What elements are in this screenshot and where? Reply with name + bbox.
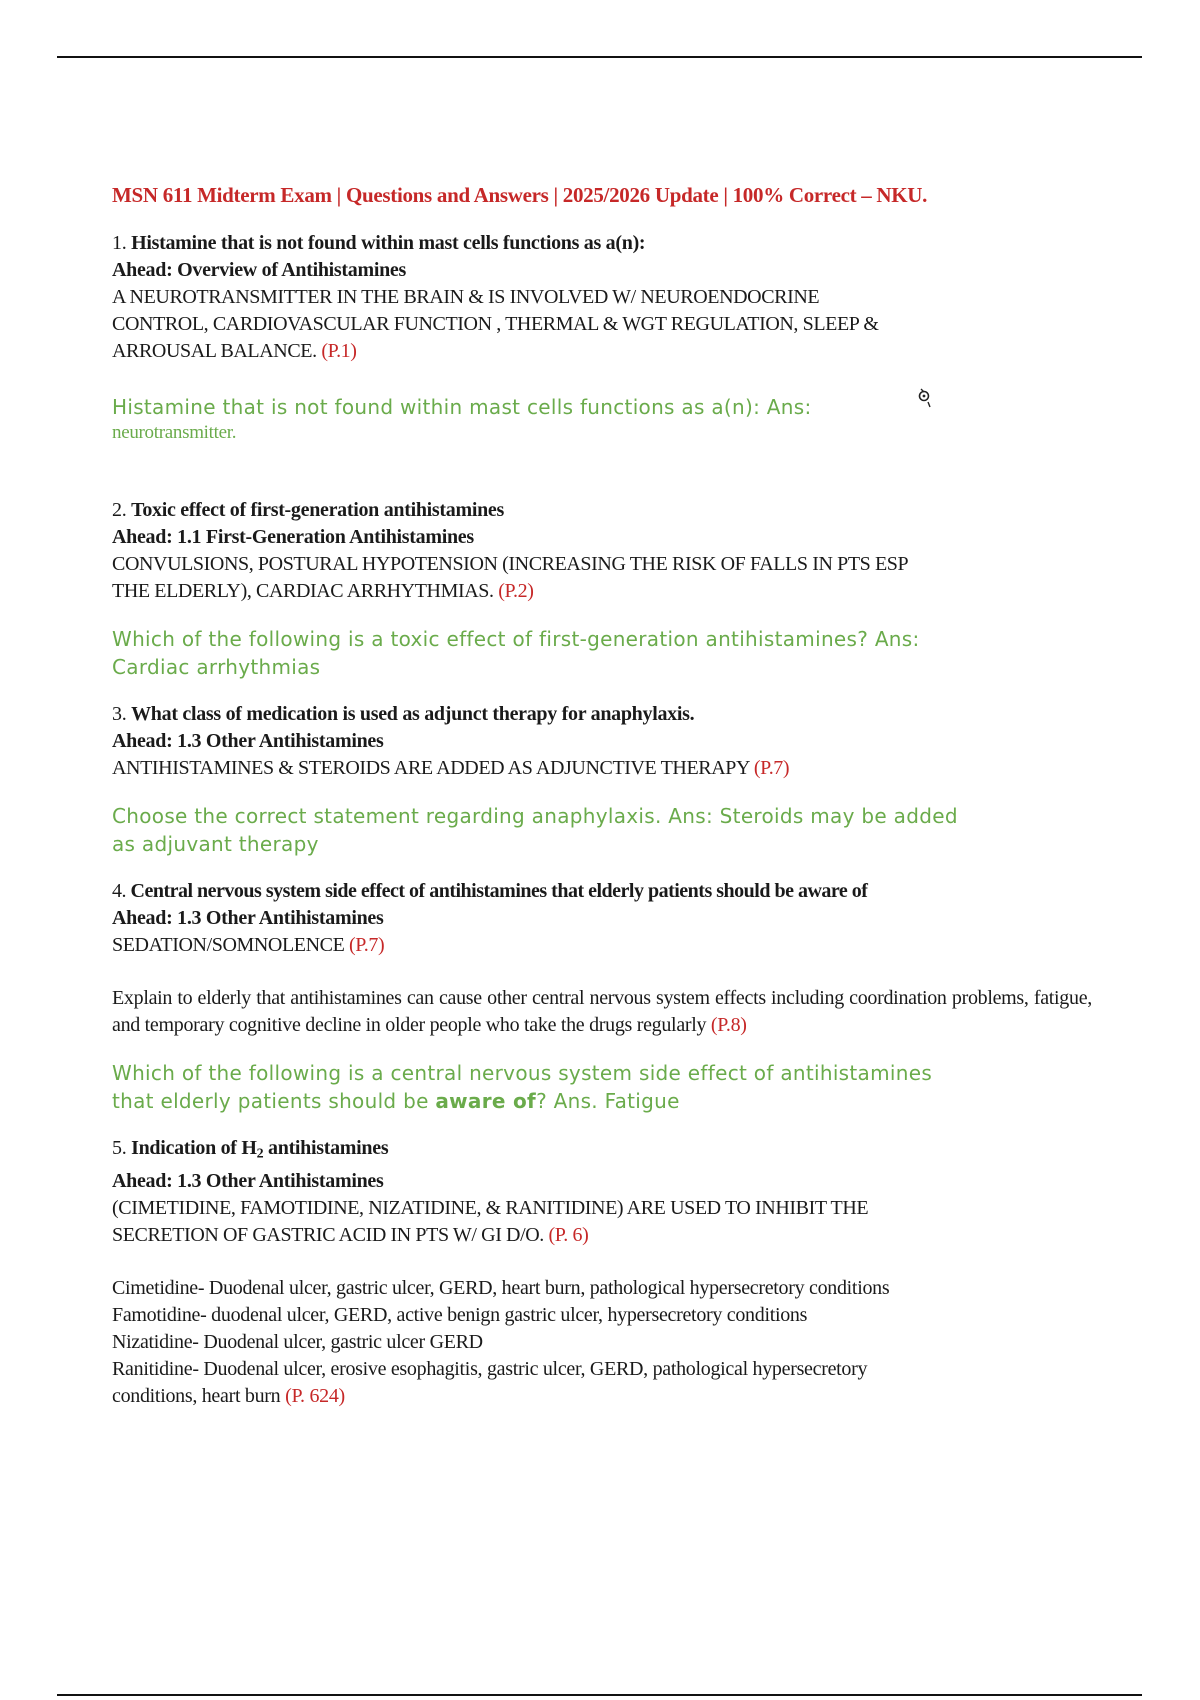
question-2-ahead: Ahead: 1.1 First-Generation Antihistamines [112, 526, 474, 548]
question-4-green-line2: that elderly patients should be aware of? Ans. Fatigue [112, 1089, 680, 1113]
question-1-green-answer: neurotransmitter. [112, 422, 237, 443]
question-4-ahead: Ahead: 1.3 Other Antihistamines [112, 907, 384, 929]
question-1 [112, 230, 1092, 445]
question-5-ahead: Ahead: 1.3 Other Antihistamines [112, 1169, 384, 1192]
question-2-answer-line1: CONVULSIONS, POSTURAL HYPOTENSION (INCREASING THE RISK OF FALLS IN PTS ESP [112, 553, 909, 575]
bottom-rule [57, 1694, 1142, 1696]
page-reference: (P.7) [349, 934, 385, 956]
question-4 [112, 878, 1092, 1115]
question-5-heading [112, 1135, 1092, 1168]
drug-cimetidine: Cimetidine- Duodenal ulcer, gastric ulcer, GERD, heart burn, pathological hypersecretory conditions [112, 1276, 890, 1299]
question-4-explanation: Explain to elderly that antihistamines can cause other central nervous system effects including coordination problems, fatigue, and temporary cognitive decline in older people who take the drugs regularly (P.8) [112, 987, 1092, 1036]
question-1-heading [112, 230, 1092, 257]
question-5 [112, 1135, 1092, 1410]
question-3-answer: ANTIHISTAMINES & STEROIDS ARE ADDED AS ADJUNCTIVE THERAPY (P.7) [112, 757, 790, 779]
drug-famotidine: Famotidine- duodenal ulcer, GERD, active benign gastric ulcer, hypersecretory conditions [112, 1303, 808, 1326]
question-4-heading [112, 878, 1092, 905]
question-3-heading [112, 701, 1092, 728]
question-1-green-question: Histamine that is not found within mast cells functions as a(n): Ans: [112, 395, 812, 419]
question-2 [112, 497, 1092, 681]
page-reference: (P. 624) [285, 1384, 345, 1407]
question-1-answer-line3: ARROUSAL BALANCE. (P.1) [112, 340, 357, 362]
page-reference: (P.2) [498, 580, 534, 602]
page-reference: (P.8) [710, 1014, 747, 1036]
question-1-ahead: Ahead: Overview of Antihistamines [112, 259, 406, 281]
drug-nizatidine: Nizatidine- Duodenal ulcer, gastric ulcer GERD [112, 1330, 483, 1353]
question-2-answer-line2: THE ELDERLY), CARDIAC ARRHYTHMIAS. (P.2) [112, 580, 534, 602]
page-reference: (P.1) [321, 340, 357, 362]
page-reference: (P.7) [753, 757, 790, 779]
question-number: 5. [112, 1137, 127, 1159]
question-4-green-line1: Which of the following is a central nervous system side effect of antihistamines [112, 1061, 933, 1085]
question-5-answer-line2: SECRETION OF GASTRIC ACID IN PTS W/ GI D/O. (P. 6) [112, 1223, 589, 1246]
top-rule [57, 56, 1142, 58]
question-number: 3. [112, 703, 127, 725]
document-title: MSN 611 Midterm Exam | Questions and Answers | 2025/2026 Update | 100% Correct – NKU. [112, 183, 928, 207]
question-3 [112, 701, 1092, 858]
question-4-answer: SEDATION/SOMNOLENCE (P.7) [112, 934, 385, 956]
page-reference: (P. 6) [548, 1223, 589, 1246]
question-text: Central nervous system side effect of antihistamines that elderly patients should be aware of [130, 880, 868, 902]
question-1-answer-line1: A NEUROTRANSMITTER IN THE BRAIN & IS INVOLVED W/ NEUROENDOCRINE [112, 286, 820, 308]
question-number: 2. [112, 499, 127, 521]
question-text: Toxic effect of first-generation antihistamines [131, 499, 504, 521]
question-number: 4. [112, 880, 126, 902]
question-2-heading [112, 497, 1092, 524]
pointer-icon [918, 387, 932, 409]
question-3-green-line2: as adjuvant therapy [112, 832, 319, 856]
question-5-answer-line1: (CIMETIDINE, FAMOTIDINE, NIZATIDINE, & RANITIDINE) ARE USED TO INHIBIT THE [112, 1196, 869, 1219]
question-1-answer-line2: CONTROL, CARDIOVASCULAR FUNCTION , THERMAL & WGT REGULATION, SLEEP & [112, 313, 879, 335]
question-text: What class of medication is used as adjunct therapy for anaphylaxis. [131, 703, 695, 725]
question-text: Indication of $H_2$ antihistamines [131, 1137, 389, 1162]
document-body [112, 183, 1092, 1410]
drug-ranitidine-line1: Ranitidine- Duodenal ulcer, erosive esophagitis, gastric ulcer, GERD, pathological hypersecretory [112, 1357, 868, 1380]
question-2-green-line2: Cardiac arrhythmias [112, 655, 321, 679]
question-2-green-line1: Which of the following is a toxic effect of first-generation antihistamines? Ans: [112, 627, 920, 651]
question-number: 1. [112, 232, 127, 254]
drug-ranitidine-line2: conditions, heart burn (P. 624) [112, 1384, 345, 1407]
question-3-ahead: Ahead: 1.3 Other Antihistamines [112, 730, 384, 752]
question-text: Histamine that is not found within mast cells functions as a(n): [131, 232, 646, 254]
question-3-green-line1: Choose the correct statement regarding anaphylaxis. Ans: Steroids may be added [112, 804, 958, 828]
